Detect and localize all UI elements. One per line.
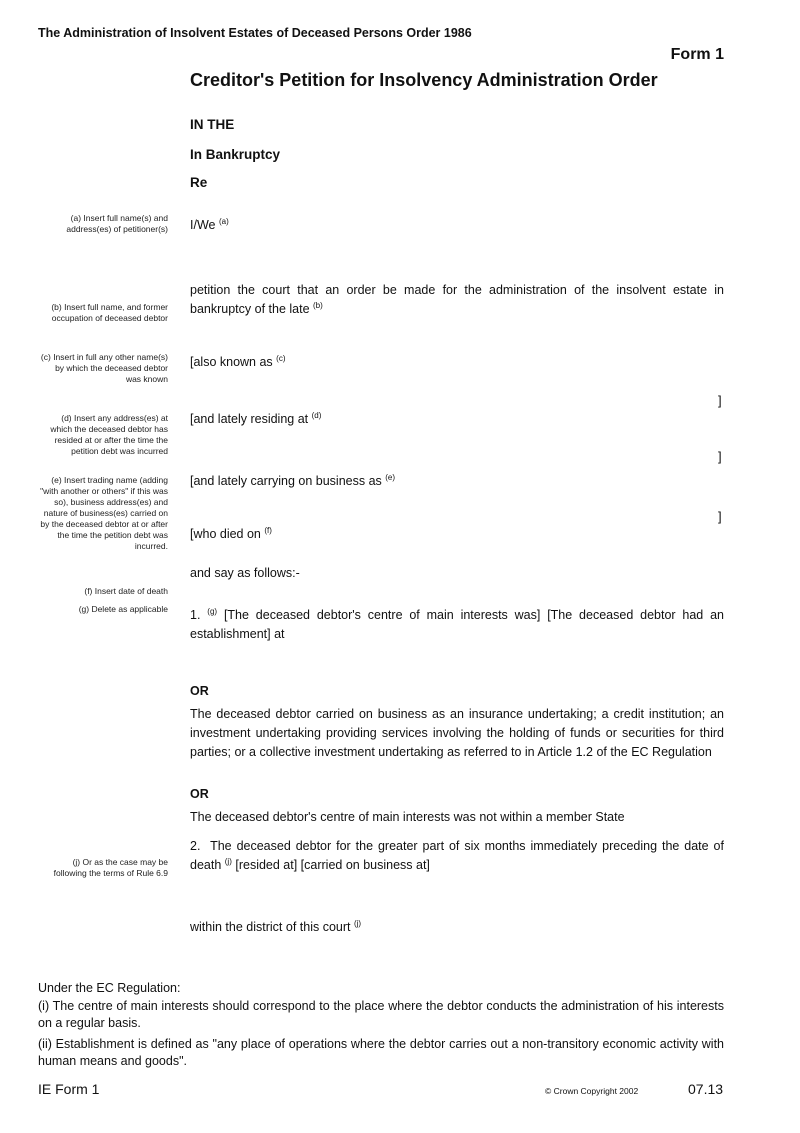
bracket-close-1: ]	[718, 393, 722, 408]
in-the-label: IN THE	[190, 117, 235, 132]
sup-a: (a)	[218, 216, 229, 226]
iwe-text: I/We	[190, 218, 216, 232]
para2-tail: [resided at] [carried on business at]	[235, 858, 430, 872]
also-known-text: [also known as	[190, 355, 273, 369]
footer-version: 07.13	[688, 1081, 724, 1097]
para1-text: [The deceased debtor's centre of main interests was] [The deceased debtor had an establishment] at	[190, 608, 725, 641]
footnote-i: (i) The centre of main interests should correspond to the place where the debtor conducts the administration of his interests on a regular basis.	[38, 999, 724, 1030]
note-d: (d) Insert any address(es) at which the deceased debtor has resided at or after the time the petition debt was incurred	[50, 413, 168, 456]
note-e: (e) Insert trading name (adding "with another or others" if this was so), business address(es) and nature of business(es) carried on by the deceased debtor at or after the time the petition debt was incurred.	[40, 475, 168, 551]
sup-g: (g)	[207, 606, 218, 616]
footer-copyright: © Crown Copyright 2002	[545, 1086, 639, 1096]
para2-text: The deceased debtor for the greater part of six months immediately preceding the date of death	[190, 839, 724, 872]
say-follows: and say as follows:-	[190, 566, 300, 580]
form-title: Creditor's Petition for Insolvency Administration Order	[190, 70, 658, 90]
lately-residing-text: [and lately residing at	[190, 412, 309, 426]
re-label: Re	[190, 175, 208, 190]
note-b: (b) Insert full name, and former occupation of deceased debtor	[51, 302, 168, 323]
paragraph-2	[190, 837, 724, 875]
ec-regulation-heading: Under the EC Regulation:	[38, 981, 181, 995]
sup-c: (c)	[276, 353, 286, 363]
para2-number: 2.	[190, 839, 201, 853]
or-label-1: OR	[190, 684, 209, 698]
who-died-text: [who died on	[190, 527, 261, 541]
lately-business-text: [and lately carrying on business as	[190, 474, 382, 488]
insurance-paragraph: The deceased debtor carried on business as an insurance undertaking; a credit institution; an investment undertaking providing services involving the holding of funds or securities for third parties; or a collective investment undertaking as referred to in Article 1.2 of the EC Regulation	[190, 707, 724, 759]
sup-b: (b)	[313, 300, 323, 310]
footer-form-label: IE Form 1	[38, 1081, 100, 1097]
within-district-line	[190, 918, 724, 937]
note-f: (f) Insert date of death	[84, 586, 168, 596]
not-member-state: The deceased debtor's centre of main interests was not within a member State	[190, 810, 625, 824]
sup-j2: (j)	[353, 918, 362, 928]
form-number: Form 1	[670, 46, 724, 63]
petition-paragraph	[190, 281, 724, 319]
note-a: (a) Insert full name(s) and address(es) of petitioner(s)	[66, 213, 168, 234]
sup-j: (j)	[224, 856, 232, 866]
sup-e: (e)	[385, 472, 396, 482]
or-label-2: OR	[190, 787, 209, 801]
petition-text: petition the court that an order be made for the administration of the insolvent estate in bankruptcy of the late	[190, 283, 724, 316]
within-district-text: within the district of this court	[190, 920, 351, 934]
order-title: The Administration of Insolvent Estates of Deceased Persons Order 1986	[38, 26, 472, 40]
paragraph-1	[190, 606, 724, 644]
sup-d: (d)	[311, 410, 322, 420]
lately-business-line	[190, 472, 724, 491]
note-j: (j) Or as the case may be following the terms of Rule 6.9	[53, 857, 168, 878]
footnote-ii: (ii) Establishment is defined as "any place of operations where the debtor carries out a non-transitory economic activity with human means and goods".	[38, 1037, 724, 1068]
sup-f: (f)	[264, 525, 272, 535]
in-bankruptcy-label: In Bankruptcy	[190, 147, 281, 162]
also-known-line	[190, 353, 724, 372]
para1-number: 1.	[190, 608, 201, 622]
note-c: (c) Insert in full any other name(s) by which the deceased debtor was known	[40, 352, 168, 384]
bracket-close-2: ]	[718, 449, 722, 464]
petitioner-line	[190, 216, 724, 235]
note-g: (g) Delete as applicable	[78, 604, 168, 614]
lately-residing-line	[190, 410, 724, 429]
bracket-close-3: ]	[718, 509, 722, 524]
who-died-line	[190, 525, 724, 544]
